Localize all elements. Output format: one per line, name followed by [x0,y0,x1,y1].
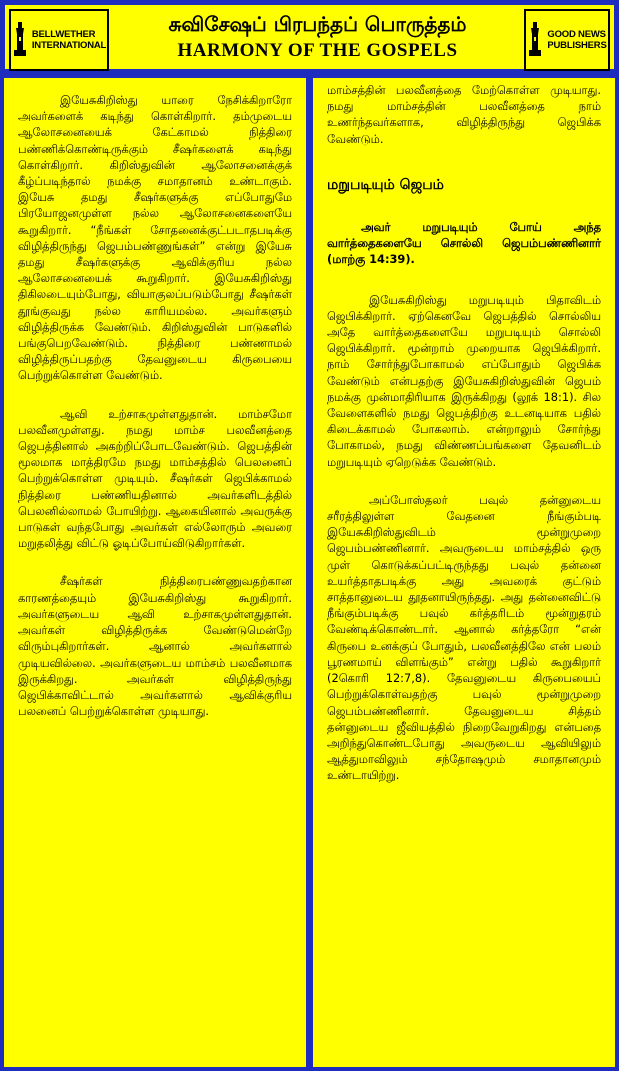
logo-left-line1: BELLWETHER [31,29,96,40]
body-paragraph: மாம்சத்தின் பலவீனத்தை மேற்கொள்ள முடியாது. நமது மாம்சத்தின் பலவீனத்தை நாம் உணர்ந்தவர்களாக, விழித்திருந்து ஜெபிக்க வேண்டும். [327,83,601,146]
logo-right-line2: PUBLISHERS [547,40,607,51]
body-paragraph: இயேசுகிறிஸ்து யாரை நேசிக்கிறாரோ அவர்களைக் கடிந்து கொள்கிறார். தம்முடைய ஆலோசனையைக் கேட்காமல் நித்திரை பண்ணிக்கொண்டிருக்கும் சீஷர்களைக் கடிந்து கொள்கிறார். கிறிஸ்துவின் ஆலோசனைக்குக் கீழ்ப்படிந்தால் நமக்கு சமாதானம் உண்டாகும். இயேசு தமது சீஷர்களுக்கு எப்போதுமே பிரயோஜனமுள்ள நல்ல ஆலோசனைகளையே கூறுகிறார். “நீங்கள் சோதனைக்குட்படாதபடிக்கு விழித்திருந்து ஜெபம்பண்ணுங்கள்” என்று இயேசு தமது சீஷர்களுக்கு ஆவிக்குரிய நல்ல ஆலோசனையைக் கூறுகிறார். இயேசுகிறிஸ்து திகிலடையும்போது, வியாகுலப்படும்போது சீஷர்கள் தூங்குவது நல்ல காரியமல்ல. அவர்களும் விழித்திருக்க வேண்டும். கிறிஸ்துவின் பாடுகளில் பங்குபெறவேண்டும். நித்திரை பண்ணாமல் விழித்திருப்பதற்கு தேவனுடைய கிருபையை பெற்றுக்கொள்ள வேண்டும். [18,93,292,383]
body-paragraph: சீஷர்கள் நித்திரைபண்ணுவதற்கான காரணத்தையும் இயேசுகிறிஸ்து கூறுகிறார். அவர்களுடைய ஆவி உற்சாகமுள்ளதுதான். அவர்கள் விழித்திருக்க வேண்டுமென்றே விரும்புகிறார்கள். ஆனால் அவர்களால் முடியவில்லை. அவர்களுடைய மாம்சம் பலவீனமாக இருக்கிறது. அவர்கள் விழித்திருந்து ஜெபிக்காவிட்டால் அவர்களால் ஆவிக்குரிய பலனைப் பெற்றுக்கொள்ள முடியாது. [18,574,292,719]
title-block [113,9,522,65]
left-column [4,78,306,1067]
logo-left-line2: INTERNATIONAL [31,40,107,51]
body-paragraph: இயேசுகிறிஸ்து மறுபடியும் பிதாவிடம் ஜெபிக்கிறார். ஏற்கெனவே ஜெபத்தில் சொல்லிய அதே வார்த்தைகளையே மறுபடியும் சொல்லி ஜெபிக்கிறார். மூன்றாம் முறையாக ஜெபிக்கிறார். நாம் சோர்ந்துபோகாமல் எப்போதும் ஜெபிக்க வேண்டும் என்பதற்கு இயேசுகிறிஸ்துவின் ஜெபம் நமக்கு முன்மாதிரியாக இருக்கிறது (லூக் 18:1). சில வேளைகளில் நமது ஜெபத்திற்கு உடனடியாக பதில் கிடைக்காமல் போகலாம். என்றாலும் சோர்ந்து போகாமல், நமது விண்ணப்பங்களை தேவனிடம் மறுபடியும் ஏறெடுக்க வேண்டும். [327,292,601,469]
bellwether-logo [9,9,109,71]
right-column [313,78,615,1067]
title-english: HARMONY OF THE GOSPELS [177,40,458,61]
scripture-quote: அவர் மறுபடியும் போய் அந்த வார்த்தைகளையே சொல்லி ஜெபம்பண்ணினார் (மாற்கு 14:39). [327,220,601,267]
bellwether-tower-icon [12,20,28,60]
body-paragraph: ஆவி உற்சாகமுள்ளதுதான். மாம்சமோ பலவீனமுள்ளது. நமது மாம்ச பலவீனத்தை ஜெபத்தினால் அகற்றிப்போடவேண்டும். ஜெபத்தின் மூலமாக மாத்திரமே நமது மாம்சத்தில் பெலனைப் பெற்றுக்கொள்ள முடியும். சீஷர்கள் ஜெபிக்காமல் நித்திரை பண்ணியதினால் அவர்களிடத்தில் பெலனில்லாமல் போயிற்று. ஆகையினால் அவருக்கு பாடுகள் வந்தபோது அவர்கள் எல்லோரும் அவரை மறுதலித்து விட்டு ஓடிப்போய்விடுகிறார்கள். [18,406,292,551]
good-news-logo [524,9,610,71]
section-heading: மறுபடியும் ஜெபம் [327,176,444,193]
title-tamil: சுவிசேஷப் பிரபந்தப் பொருத்தம் [168,12,467,36]
good-news-tower-icon [527,20,543,60]
body-paragraph: அப்போஸ்தலர் பவுல் தன்னுடைய சரீரத்திலுள்ள வேதனை நீங்கும்படி இயேசுகிறிஸ்துவிடம் மூன்றுமுறை ஜெபம்பண்ணினார். அவருடைய மாம்சத்தில் ஒரு முள் கொடுக்கப்பட்டிருந்தது பவுல் தன்னை உயர்த்தாதபடிக்கு அது அவரைக் குட்டும் சாத்தானுடைய தூதனாயிருந்தது. அது தன்னைவிட்டு நீங்கும்படிக்கு பவுல் கர்த்தரிடம் மூன்றுதரம் வேண்டிக்கொண்டார். ஆனால் கர்த்தரோ “என் கிருபை உனக்குப் போதும், பலவீனத்திலே என் பலம் பூரணமாய் விளங்கும்” என்று பதில் கூறுகிறார் (2கொரி 12:7,8). தேவனுடைய கிருபையைப் பெற்றுக்கொள்வதற்கு பவுல் மூன்றுமுறை ஜெபம்பண்ணினார். தேவனுடைய சித்தம் தன்னுடைய ஜீவியத்தில் நிறைவேறுகிறது என்பதை அறிந்துகொண்டபோது அவருடைய ஆவியிலும் ஆத்துமாவிலும் சந்தோஷமும் சமாதானமும் உண்டாயிற்று. [327,492,601,783]
logo-right-line1: GOOD NEWS [547,29,606,40]
header-banner [3,3,616,71]
